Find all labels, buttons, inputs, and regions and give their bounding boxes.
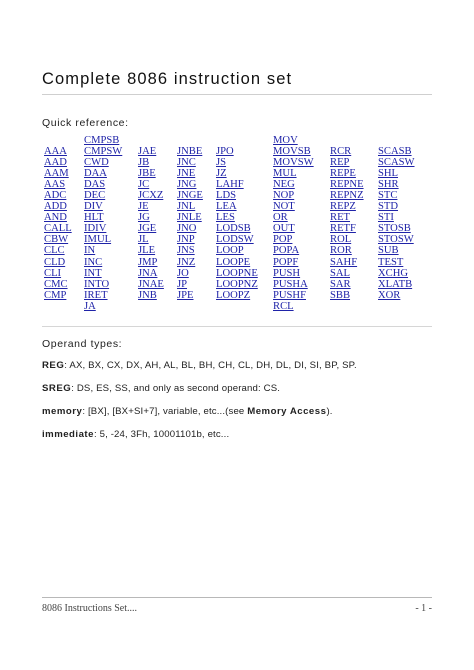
instruction-link-loopnz[interactable]: LOOPNZ <box>216 278 258 290</box>
instruction-link-pop[interactable]: POP <box>273 234 293 246</box>
instruction-link-iret[interactable]: IRET <box>84 289 108 301</box>
instruction-column <box>273 135 314 312</box>
instruction-link-jnbe[interactable]: JNBE <box>177 146 203 158</box>
instruction-link-or[interactable]: OR <box>273 212 288 224</box>
title-divider <box>42 94 432 95</box>
instruction-link-clc[interactable]: CLC <box>44 245 65 257</box>
instruction-link-sbb[interactable]: SBB <box>330 289 351 301</box>
instruction-link-das[interactable]: DAS <box>84 179 106 191</box>
instruction-link-rcl[interactable]: RCL <box>273 300 294 312</box>
instruction-link-scasw[interactable]: SCASW <box>378 157 415 169</box>
instruction-link-xor[interactable]: XOR <box>378 289 401 301</box>
instruction-column <box>177 135 203 301</box>
instruction-link-jnae[interactable]: JNAE <box>138 278 164 290</box>
instruction-link-repne[interactable]: REPNE <box>330 179 364 191</box>
instruction-link-aas[interactable]: AAS <box>44 179 66 191</box>
instruction-link-jnc[interactable]: JNC <box>177 157 196 169</box>
instruction-link-aaa[interactable]: AAA <box>44 146 67 158</box>
instruction-link-sahf[interactable]: SAHF <box>330 256 358 268</box>
instruction-link-lodsw[interactable]: LODSW <box>216 234 254 246</box>
instruction-link-popa[interactable]: POPA <box>273 245 300 257</box>
quick-reference-label: Quick reference: <box>42 117 129 129</box>
operand-sreg-text: : DS, ES, SS, and only as second operand: CS. <box>71 383 281 394</box>
instruction-link-cwd[interactable]: CWD <box>84 157 109 169</box>
instruction-link-lds[interactable]: LDS <box>216 190 237 202</box>
instruction-link-stosw[interactable]: STOSW <box>378 234 414 246</box>
instruction-column <box>330 135 364 301</box>
instruction-link-int[interactable]: INT <box>84 267 102 279</box>
instruction-link-mov[interactable]: MOV <box>273 135 298 146</box>
instruction-link-loopne[interactable]: LOOPNE <box>216 267 258 279</box>
instruction-link-popf[interactable]: POPF <box>273 256 299 268</box>
instruction-link-movsb[interactable]: MOVSB <box>273 146 311 158</box>
instruction-link-sub[interactable]: SUB <box>378 245 399 257</box>
instruction-link-shl[interactable]: SHL <box>378 168 399 180</box>
instruction-link-loopz[interactable]: LOOPZ <box>216 289 251 301</box>
operand-immediate-text: : 5, -24, 3Fh, 10001101b, etc... <box>93 429 230 440</box>
instruction-link-div[interactable]: DIV <box>84 201 103 213</box>
instruction-link-shr[interactable]: SHR <box>378 179 399 191</box>
instruction-link-repz[interactable]: REPZ <box>330 201 356 213</box>
instruction-link-and[interactable]: AND <box>44 212 67 224</box>
column-spacer <box>177 135 203 146</box>
instruction-link-cmc[interactable]: CMC <box>44 278 68 290</box>
instruction-link-jnz[interactable]: JNZ <box>177 256 196 268</box>
instruction-link-jle[interactable]: JLE <box>138 245 156 257</box>
instruction-link-pushf[interactable]: PUSHF <box>273 289 306 301</box>
instruction-link-jo[interactable]: JO <box>177 267 189 279</box>
instruction-link-imul[interactable]: IMUL <box>84 234 112 246</box>
instruction-column <box>44 135 72 301</box>
operand-memory-term: memory <box>42 406 83 417</box>
instruction-link-into[interactable]: INTO <box>84 278 110 290</box>
instruction-link-cli[interactable]: CLI <box>44 267 62 279</box>
instruction-link-loope[interactable]: LOOPE <box>216 256 251 268</box>
instruction-link-jl[interactable]: JL <box>138 234 149 246</box>
instruction-link-jnb[interactable]: JNB <box>138 289 157 301</box>
instruction-link-daa[interactable]: DAA <box>84 168 107 180</box>
instruction-link-jpo[interactable]: JPO <box>216 146 234 158</box>
instruction-link-loop[interactable]: LOOP <box>216 245 244 257</box>
operand-immediate <box>42 429 229 440</box>
instruction-link-movsw[interactable]: MOVSW <box>273 157 314 169</box>
section-divider <box>42 326 432 327</box>
instruction-link-retf[interactable]: RETF <box>330 223 356 235</box>
instruction-link-jbe[interactable]: JBE <box>138 168 156 180</box>
instruction-link-lodsb[interactable]: LODSB <box>216 223 251 235</box>
instruction-link-adc[interactable]: ADC <box>44 190 67 202</box>
instruction-link-push[interactable]: PUSH <box>273 267 301 279</box>
instruction-link-test[interactable]: TEST <box>378 256 404 268</box>
column-spacer <box>378 135 415 146</box>
operand-reg <box>42 360 357 371</box>
instruction-link-jnge[interactable]: JNGE <box>177 190 203 202</box>
instruction-link-mul[interactable]: MUL <box>273 168 297 180</box>
instruction-link-jc[interactable]: JC <box>138 179 150 191</box>
instruction-link-rep[interactable]: REP <box>330 157 350 169</box>
instruction-link-cbw[interactable]: CBW <box>44 234 69 246</box>
instruction-link-idiv[interactable]: IDIV <box>84 223 107 235</box>
instruction-link-out[interactable]: OUT <box>273 223 295 235</box>
operand-memory <box>42 406 333 417</box>
operand-reg-term: REG <box>42 360 65 371</box>
operand-memory-text: : [BX], [BX+SI+7], variable, etc...(see <box>82 406 248 417</box>
instruction-link-jng[interactable]: JNG <box>177 179 197 191</box>
instruction-link-inc[interactable]: INC <box>84 256 103 268</box>
instruction-link-aam[interactable]: AAM <box>44 168 69 180</box>
operand-reg-text: : AX, BX, CX, DX, AH, AL, BL, BH, CH, CL, DH, DL, DI, SI, BP, SP. <box>64 360 357 371</box>
instruction-link-jz[interactable]: JZ <box>216 168 227 180</box>
column-spacer <box>44 135 72 146</box>
instruction-link-les[interactable]: LES <box>216 212 235 224</box>
instruction-link-std[interactable]: STD <box>378 201 399 213</box>
instruction-link-neg[interactable]: NEG <box>273 179 295 191</box>
instruction-link-sar[interactable]: SAR <box>330 278 351 290</box>
instruction-link-jnl[interactable]: JNL <box>177 201 196 213</box>
column-spacer <box>216 135 258 146</box>
operand-immediate-term: immediate <box>42 429 94 440</box>
operand-sreg-term: SREG <box>42 383 72 394</box>
instruction-link-jno[interactable]: JNO <box>177 223 197 235</box>
instruction-link-stosb[interactable]: STOSB <box>378 223 411 235</box>
instruction-link-cmp[interactable]: CMP <box>44 289 67 301</box>
operand-sreg <box>42 383 280 394</box>
instruction-link-jne[interactable]: JNE <box>177 168 196 180</box>
instruction-link-lahf[interactable]: LAHF <box>216 179 244 191</box>
instruction-link-scasb[interactable]: SCASB <box>378 146 412 158</box>
instruction-link-jnp[interactable]: JNP <box>177 234 195 246</box>
instruction-column <box>378 135 415 301</box>
instruction-link-aad[interactable]: AAD <box>44 157 67 169</box>
instruction-link-call[interactable]: CALL <box>44 223 72 235</box>
instruction-link-pusha[interactable]: PUSHA <box>273 278 308 290</box>
instruction-link-cmpsw[interactable]: CMPSW <box>84 146 123 158</box>
instruction-link-rcr[interactable]: RCR <box>330 146 352 158</box>
instruction-link-hlt[interactable]: HLT <box>84 212 104 224</box>
column-spacer <box>330 135 364 146</box>
instruction-link-jae[interactable]: JAE <box>138 146 157 158</box>
instruction-link-ja[interactable]: JA <box>84 300 96 312</box>
footer-document-title: 8086 Instructions Set.... <box>42 603 137 614</box>
instruction-link-sal[interactable]: SAL <box>330 267 351 279</box>
instruction-link-nop[interactable]: NOP <box>273 190 295 202</box>
instruction-link-dec[interactable]: DEC <box>84 190 106 202</box>
instruction-link-sti[interactable]: STI <box>378 212 394 224</box>
instruction-link-jb[interactable]: JB <box>138 157 150 169</box>
instruction-link-jns[interactable]: JNS <box>177 245 195 257</box>
instruction-link-cld[interactable]: CLD <box>44 256 66 268</box>
instruction-link-jmp[interactable]: JMP <box>138 256 158 268</box>
instruction-link-jge[interactable]: JGE <box>138 223 157 235</box>
instruction-link-not[interactable]: NOT <box>273 201 295 213</box>
instruction-link-xlatb[interactable]: XLATB <box>378 278 413 290</box>
operand-memory-tail: ). <box>326 406 333 417</box>
instruction-link-je[interactable]: JE <box>138 201 149 213</box>
instruction-column <box>138 135 164 301</box>
instruction-link-jpe[interactable]: JPE <box>177 289 194 301</box>
instruction-link-xchg[interactable]: XCHG <box>378 267 409 279</box>
instruction-link-stc[interactable]: STC <box>378 190 398 202</box>
instruction-link-jnle[interactable]: JNLE <box>177 212 202 224</box>
instruction-link-js[interactable]: JS <box>216 157 227 169</box>
instruction-link-lea[interactable]: LEA <box>216 201 237 213</box>
instruction-link-repe[interactable]: REPE <box>330 168 356 180</box>
operand-types-label: Operand types: <box>42 338 123 350</box>
instruction-link-jg[interactable]: JG <box>138 212 150 224</box>
instruction-link-cmpsb[interactable]: CMPSB <box>84 135 120 146</box>
instruction-link-repnz[interactable]: REPNZ <box>330 190 364 202</box>
memory-access-link[interactable]: Memory Access <box>247 406 327 417</box>
instruction-link-add[interactable]: ADD <box>44 201 67 213</box>
instruction-link-ret[interactable]: RET <box>330 212 351 224</box>
instruction-link-jcxz[interactable]: JCXZ <box>138 190 164 202</box>
column-spacer <box>138 135 164 146</box>
footer-page-number: - 1 - <box>415 603 432 614</box>
instruction-link-jna[interactable]: JNA <box>138 267 158 279</box>
page-title: Complete 8086 instruction set <box>42 70 293 88</box>
instruction-column <box>216 135 258 301</box>
instruction-link-ror[interactable]: ROR <box>330 245 352 257</box>
instruction-link-in[interactable]: IN <box>84 245 96 257</box>
instruction-link-jp[interactable]: JP <box>177 278 188 290</box>
footer-divider <box>42 597 432 598</box>
instruction-link-rol[interactable]: ROL <box>330 234 352 246</box>
instruction-column <box>84 135 122 312</box>
